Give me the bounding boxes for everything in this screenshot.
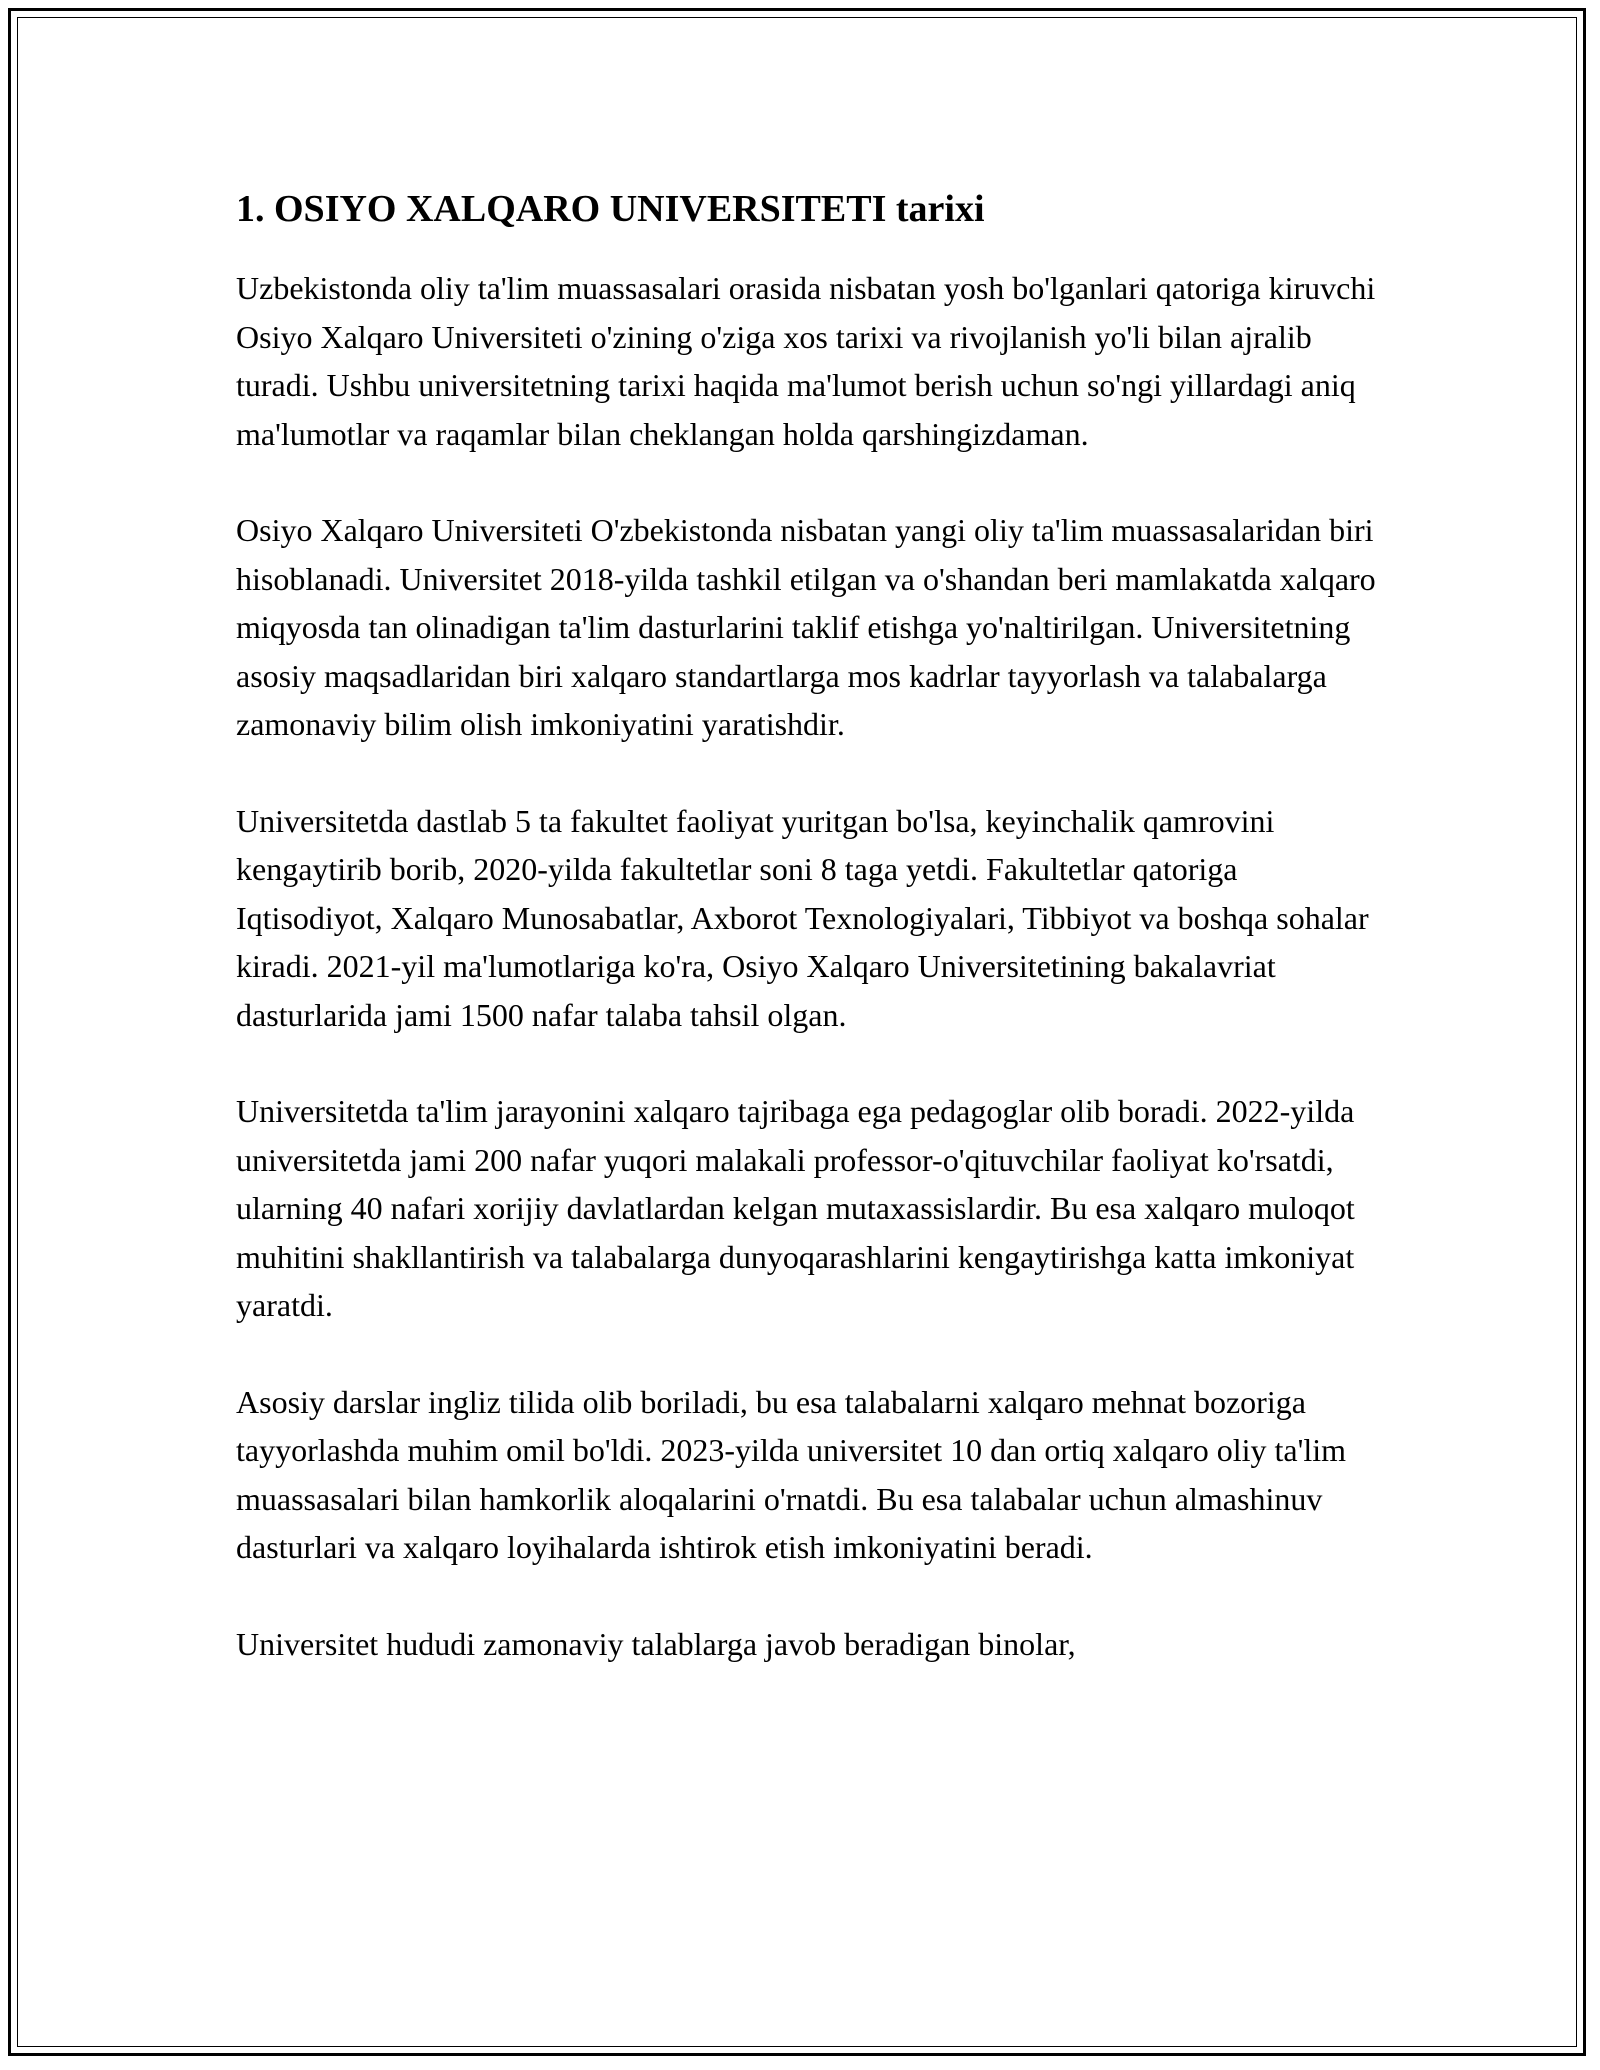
document-title: 1. OSIYO XALQARO UNIVERSITETI tarixi: [236, 188, 985, 230]
paragraph-2: Osiyo Xalqaro Universiteti O'zbekistonda nisbatan yangi oliy ta'lim muassasalaridan biri hisoblanadi. Universitet 2018-yilda tashkil etilgan va o'shandan beri mamlakatda xalqaro miqyosda tan olinadigan ta'lim dasturlarini taklif etishga yo'naltirilgan. Universitetning asosiy maqsadlaridan biri xalqaro standartlarga mos kadrlar tayyorlash va talabalarga zamonaviy bilim olish imkoniyatini yaratishdir.: [236, 512, 1376, 743]
paragraph-6: Universitet hududi zamonaviy talablarga javob beradigan binolar,: [236, 1625, 1076, 1662]
paragraph-3: Universitetda dastlab 5 ta fakultet faoliyat yuritgan bo'lsa, keyinchalik qamrovini kengaytirib borib, 2020-yilda fakultetlar soni 8 taga yetdi. Fakultetlar qatoriga Iqtisodiyot, Xalqaro Munosabatlar, Axborot Texnologiyalari, Tibbiyot va boshqa sohalar kiradi. 2021-yil ma'lumotlariga ko'ra, Osiyo Xalqaro Universitetining bakalavriat dasturlarida jami 1500 nafar talaba tahsil olgan.: [236, 802, 1369, 1033]
paragraph-1: Uzbekistonda oliy ta'lim muassasalari orasida nisbatan yosh bo'lganlari qatoriga kiruvchi Osiyo Xalqaro Universiteti o'zining o'ziga xos tarixi va rivojlanish yo'li bilan ajralib turadi. Ushbu universitetning tarixi haqida ma'lumot berish uchun so'ngi yillardagi aniq ma'lumotlar va raqamlar bilan cheklangan holda qarshingizdaman.: [236, 270, 1376, 452]
paragraph-4: Universitetda ta'lim jarayonini xalqaro tajribaga ega pedagoglar olib boradi. 2022-yilda universitetda jami 200 nafar yuqori malakali professor-o'qituvchilar faoliyat ko'rsatdi, ularning 40 nafari xorijiy davlatlardan kelgan mutaxassislardir. Bu esa xalqaro muloqot muhitini shakllantirish va talabalarga dunyoqarashlarini kengaytirishga katta imkoniyat yaratdi.: [236, 1093, 1355, 1324]
document-body: [236, 185, 1376, 1716]
paragraph-5: Asosiy darslar ingliz tilida olib boriladi, bu esa talabalarni xalqaro mehnat bozoriga tayyorlashda muhim omil bo'ldi. 2023-yilda universitet 10 dan ortiq xalqaro oliy ta'lim muassasalari bilan hamkorlik aloqalarini o'rnatdi. Bu esa talabalar uchun almashinuv dasturlari va xalqaro loyihalarda ishtirok etish imkoniyatini beradi.: [236, 1383, 1347, 1566]
